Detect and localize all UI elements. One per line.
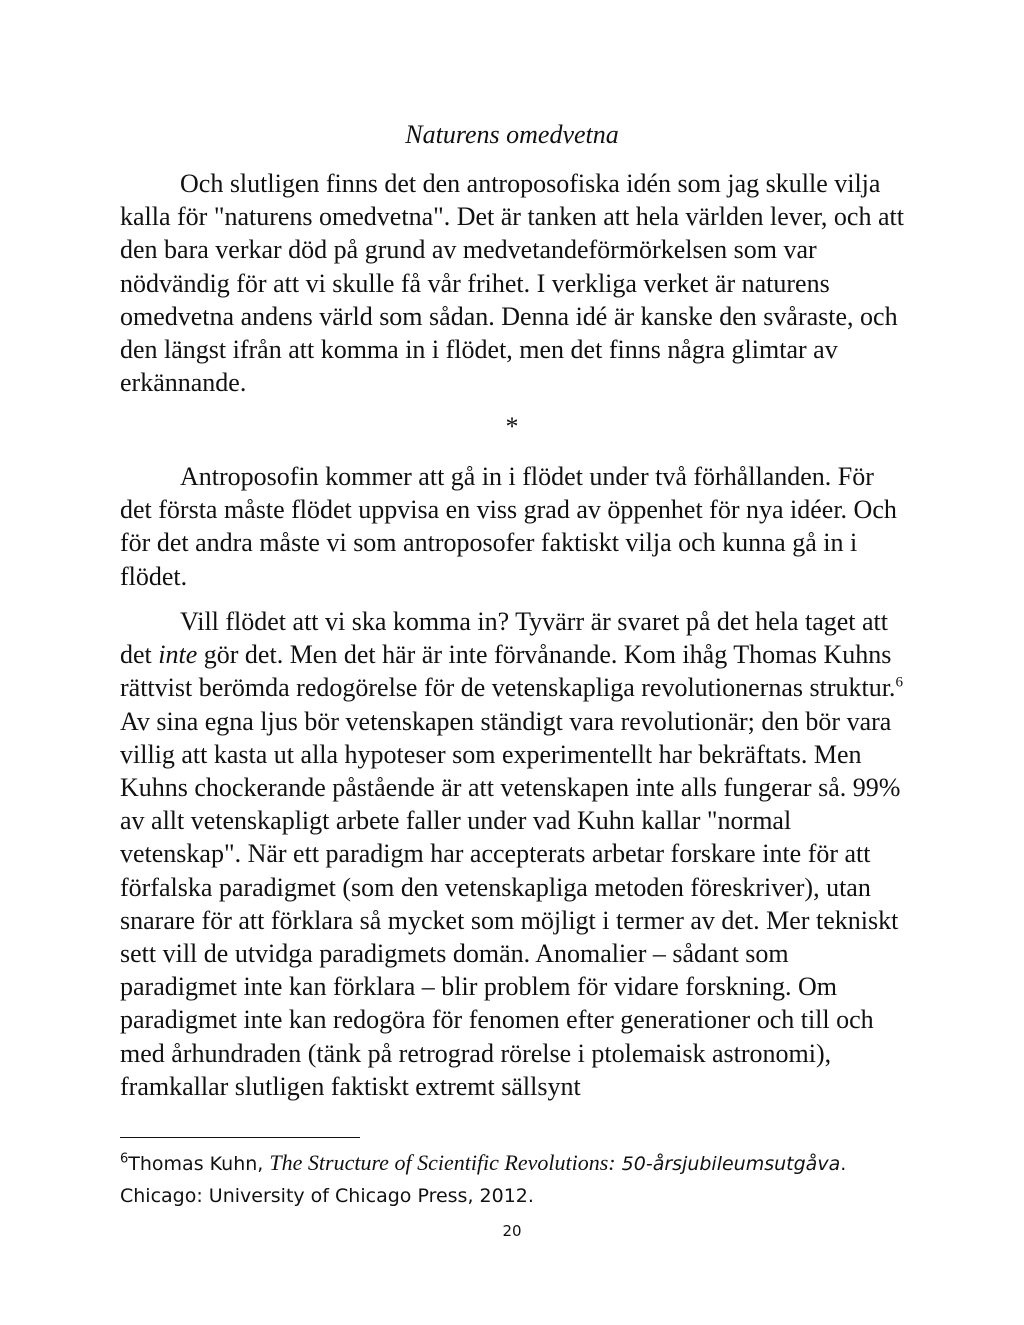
footnote-divider (120, 1137, 360, 1138)
paragraph-3 (120, 605, 910, 1103)
footnote-separator: , (257, 1153, 270, 1175)
footnote-end-punct: . (840, 1153, 847, 1175)
footnote-book-title: The Structure of Scientific Revolutions: (269, 1150, 616, 1175)
paragraph-3-part-3: Av sina egna ljus bör vetenskapen ständigt vara revolutionär; den bör vara villig att kasta ut alla hypoteser som experimentellt har bekräftats. Men Kuhns chockerande påstående är att vetenskapen inte alls fungerar så. 99% av allt vetenskapligt arbete faller under vad Kuhn kallar "normal vetenskap". När ett paradigm har accepterats arbetar forskare inte för att förfalska paradigmet (som den vetenskapliga metoden föreskriver), utan snarare för att förklara så mycket som möjligt i termer av det. Mer tekniskt sett vill de utvidga paradigmets domän. Anomalier – sådant som paradigmet inte kan förklara – blir problem för vidare forskning. Om paradigmet inte kan redogöra för fenomen efter generationer och till och med århundraden (tänk på retrograd rörelse i ptolemaisk astronomi), framkallar slutligen faktiskt extremt sällsynt (120, 706, 901, 1101)
paragraph-3-emphasis: inte (158, 640, 198, 670)
paragraph-2-text: Antroposofin kommer att gå in i flödet under två förhållanden. För det första måste flödet uppvisa en viss grad av öppenhet för nya idéer. Och för det andra måste vi som antroposofer faktiskt vilja och kunna gå in i flödet. (120, 462, 897, 591)
footnote-author: Thomas Kuhn (128, 1153, 258, 1175)
footnote (120, 1147, 920, 1212)
paragraph-3-text (120, 605, 910, 1103)
footnote-line-1 (120, 1147, 920, 1180)
footnote-reference[interactable]: 6 (895, 674, 903, 691)
footnote-edition: 50-årsjubileumsutgåva (615, 1153, 841, 1175)
footnote-mark: 6 (120, 1151, 129, 1167)
paragraph-3-part-1: Vill flödet att vi ska komma in? Tyvärr är svaret på det hela taget att det (120, 607, 889, 670)
paragraph-1-text: Och slutligen finns det den antroposofiska idén som jag skulle vilja kalla för "naturens omedvetna". Det är tanken att hela världen lever, och att den bara verkar död på grund av medvetandeförmörkelsen som var nödvändig för att vi skulle få vår frihet. I verkliga verket är naturens omedvetna andens värld som sådan. Denna idé är kanske den svåraste, och den längst ifrån att komma in i flödet, men det finns några glimtar av erkännande. (120, 169, 904, 398)
page-number: 20 (502, 1222, 522, 1240)
section-heading: Naturens omedvetna (405, 120, 619, 149)
paragraph-2 (120, 460, 910, 593)
section-separator: * (505, 412, 519, 441)
paragraph-1 (120, 167, 910, 399)
paragraph-3-part-2: gör det. Men det här är inte förvånande. Kom ihåg Thomas Kuhns rättvist berömda redogörelse för de vetenskapliga revolutionernas struktur. (120, 640, 896, 703)
footnote-publisher: Chicago: University of Chicago Press, 2012. (120, 1185, 534, 1207)
